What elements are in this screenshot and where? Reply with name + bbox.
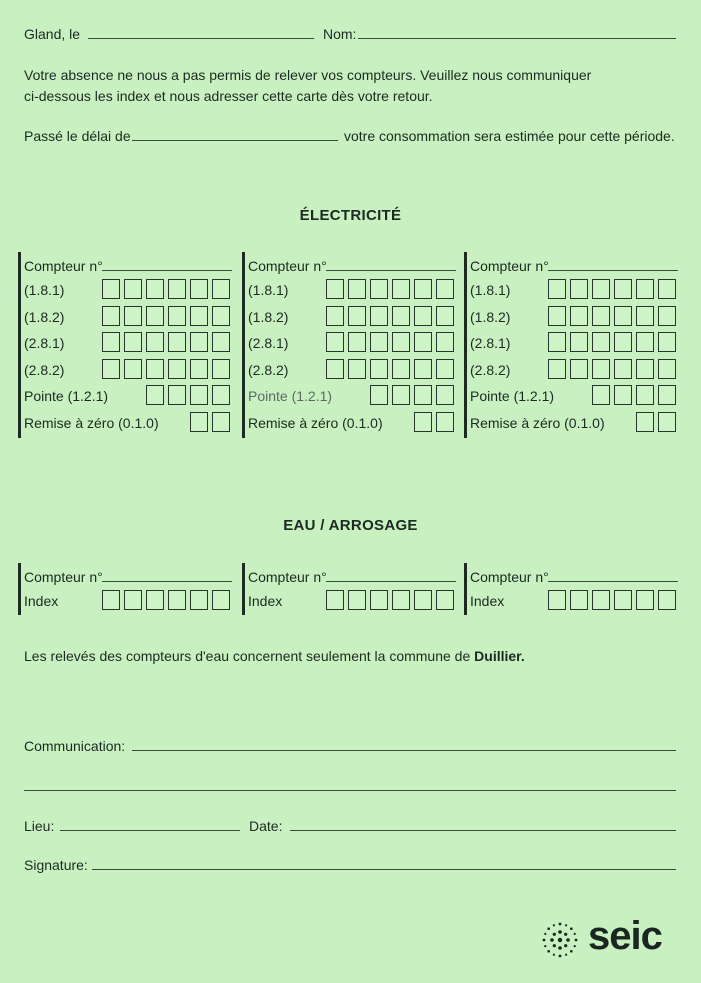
water-meter-block (464, 563, 678, 615)
digit-boxes (102, 332, 230, 352)
digit-boxes (326, 359, 454, 379)
block-bar (242, 252, 245, 438)
digit-box[interactable] (636, 279, 654, 299)
delay-field[interactable] (132, 140, 338, 141)
digit-box[interactable] (414, 332, 432, 352)
digit-box[interactable] (658, 359, 676, 379)
communication-field[interactable] (132, 750, 676, 751)
block-bar (464, 252, 467, 438)
digit-boxes (326, 332, 454, 352)
communication-label: Communication: (24, 738, 126, 754)
digit-box[interactable] (190, 279, 208, 299)
digit-boxes (548, 359, 676, 379)
digit-boxes (326, 306, 454, 326)
digit-box[interactable] (102, 590, 120, 610)
digit-box[interactable] (212, 332, 230, 352)
electricity-meter-block (242, 252, 456, 438)
water-meter-block (18, 563, 232, 615)
meter-row (248, 385, 456, 407)
digit-box[interactable] (636, 332, 654, 352)
digit-box[interactable] (212, 306, 230, 326)
water-title: EAU / ARROSAGE (283, 517, 418, 534)
digit-boxes (548, 306, 676, 326)
meter-row-label: (2.8.1) (248, 335, 289, 351)
meter-row (24, 279, 232, 301)
meter-row-label: (2.8.1) (470, 335, 511, 351)
counter-number-field[interactable] (548, 581, 678, 582)
digit-boxes (326, 590, 454, 610)
digit-box[interactable] (190, 412, 208, 432)
meter-row (248, 279, 456, 301)
meter-row-label: (1.8.2) (24, 308, 65, 325)
counter-number-label: Compteur n° (248, 258, 327, 274)
digit-box[interactable] (370, 332, 388, 352)
counter-number (24, 256, 232, 276)
digit-box[interactable] (212, 590, 230, 610)
digit-boxes (326, 279, 454, 299)
meter-row-label: Pointe (1.2.1) (24, 388, 109, 404)
digit-box[interactable] (414, 306, 432, 326)
meter-row-label: (2.8.2) (248, 361, 289, 378)
digit-box[interactable] (614, 279, 632, 299)
meter-row-label: (1.8.1) (24, 282, 65, 298)
digit-box[interactable] (326, 332, 344, 352)
intro-line-2: ci-dessous les index et nous adresser cette carte dès votre retour. (24, 88, 433, 104)
counter-number-field[interactable] (548, 270, 678, 271)
digit-box[interactable] (614, 385, 632, 405)
digit-box[interactable] (212, 412, 230, 432)
meter-row (248, 412, 456, 434)
digit-box[interactable] (658, 279, 676, 299)
counter-number (470, 567, 678, 587)
meter-row-label: (1.8.2) (248, 308, 289, 325)
water-note-commune: Duillier. (474, 648, 525, 664)
counter-number (470, 256, 678, 276)
counter-number-label: Compteur n° (470, 258, 549, 274)
digit-box[interactable] (370, 306, 388, 326)
meter-row-label: (2.8.2) (24, 361, 65, 378)
digit-box[interactable] (146, 332, 164, 352)
digit-box[interactable] (658, 590, 676, 610)
digit-boxes (190, 412, 230, 432)
lieu-label: Lieu: (24, 818, 55, 834)
meter-row (470, 332, 678, 354)
index-label: Index (470, 593, 505, 609)
digit-box[interactable] (370, 279, 388, 299)
seic-logo-text: seic (588, 914, 662, 958)
digit-box[interactable] (436, 306, 454, 326)
digit-box[interactable] (124, 359, 142, 379)
digit-box[interactable] (326, 359, 344, 379)
digit-box[interactable] (348, 332, 366, 352)
digit-box[interactable] (190, 306, 208, 326)
meter-row (248, 359, 456, 381)
digit-box[interactable] (392, 590, 410, 610)
digit-box[interactable] (436, 359, 454, 379)
digit-box[interactable] (592, 359, 610, 379)
digit-box[interactable] (348, 306, 366, 326)
digit-box[interactable] (592, 385, 610, 405)
digit-box[interactable] (548, 306, 566, 326)
intro-line-1: Votre absence ne nous a pas permis de relever vos compteurs. Veuillez nous communiquer (24, 67, 592, 83)
digit-box[interactable] (548, 279, 566, 299)
digit-box[interactable] (124, 306, 142, 326)
delay-prefix: Passé le délai de (24, 128, 131, 144)
digit-box[interactable] (146, 385, 164, 405)
digit-box[interactable] (146, 590, 164, 610)
meter-row-label: (2.8.2) (470, 361, 511, 378)
counter-number-field[interactable] (326, 270, 456, 271)
meter-row (470, 412, 678, 434)
digit-box[interactable] (190, 385, 208, 405)
digit-box[interactable] (570, 359, 588, 379)
digit-box[interactable] (436, 412, 454, 432)
digit-box[interactable] (102, 279, 120, 299)
digit-box[interactable] (168, 279, 186, 299)
meter-row (24, 359, 232, 381)
meter-row-label: Pointe (1.2.1) (248, 388, 333, 404)
digit-boxes (102, 590, 230, 610)
digit-box[interactable] (436, 332, 454, 352)
meter-row-label: (2.8.1) (24, 335, 65, 351)
digit-box[interactable] (658, 332, 676, 352)
digit-boxes (548, 279, 676, 299)
digit-box[interactable] (636, 385, 654, 405)
digit-box[interactable] (348, 359, 366, 379)
digit-box[interactable] (592, 306, 610, 326)
digit-box[interactable] (326, 306, 344, 326)
signature-field[interactable] (92, 869, 676, 870)
place-date-field[interactable] (88, 38, 314, 39)
place-date-label: Gland, le (24, 26, 81, 42)
counter-number (248, 256, 456, 276)
digit-box[interactable] (392, 332, 410, 352)
digit-box[interactable] (436, 590, 454, 610)
meter-row (248, 306, 456, 328)
digit-box[interactable] (124, 590, 142, 610)
meter-row (24, 332, 232, 354)
digit-box[interactable] (212, 385, 230, 405)
digit-boxes (102, 306, 230, 326)
digit-box[interactable] (392, 359, 410, 379)
digit-box[interactable] (414, 279, 432, 299)
index-label: Index (248, 593, 283, 609)
date-label: Date: (249, 818, 283, 834)
digit-box[interactable] (548, 590, 566, 610)
digit-box[interactable] (348, 279, 366, 299)
index-row (470, 590, 678, 612)
digit-box[interactable] (102, 359, 120, 379)
digit-box[interactable] (636, 359, 654, 379)
digit-boxes (102, 279, 230, 299)
counter-number-field[interactable] (102, 270, 232, 271)
counter-number-field[interactable] (326, 581, 456, 582)
digit-boxes (548, 332, 676, 352)
block-bar (18, 563, 21, 615)
digit-box[interactable] (570, 306, 588, 326)
digit-box[interactable] (168, 359, 186, 379)
digit-box[interactable] (326, 590, 344, 610)
meter-row (248, 332, 456, 354)
digit-box[interactable] (392, 279, 410, 299)
meter-row (470, 306, 678, 328)
digit-box[interactable] (414, 590, 432, 610)
digit-box[interactable] (658, 385, 676, 405)
seic-logo-icon (538, 918, 582, 962)
digit-boxes (414, 412, 454, 432)
digit-boxes (370, 385, 454, 405)
digit-box[interactable] (370, 359, 388, 379)
digit-box[interactable] (392, 385, 410, 405)
meter-row-label: (1.8.1) (248, 282, 289, 298)
delay-suffix: votre consommation sera estimée pour cette période. (344, 128, 675, 144)
date-field[interactable] (290, 830, 676, 831)
counter-number-label: Compteur n° (248, 569, 327, 585)
digit-box[interactable] (146, 359, 164, 379)
lieu-field[interactable] (60, 830, 240, 831)
meter-row (470, 359, 678, 381)
meter-row (24, 385, 232, 407)
digit-box[interactable] (614, 306, 632, 326)
digit-box[interactable] (570, 332, 588, 352)
digit-box[interactable] (370, 590, 388, 610)
meter-row-label: Pointe (1.2.1) (470, 388, 555, 404)
digit-box[interactable] (190, 590, 208, 610)
block-bar (18, 252, 21, 438)
digit-box[interactable] (326, 279, 344, 299)
digit-box[interactable] (212, 359, 230, 379)
electricity-meter-block (18, 252, 232, 438)
water-meter-block (242, 563, 456, 615)
digit-box[interactable] (168, 306, 186, 326)
digit-box[interactable] (414, 412, 432, 432)
digit-boxes (592, 385, 676, 405)
meter-row-label: (1.8.2) (470, 308, 511, 325)
electricity-meter-block (464, 252, 678, 438)
meter-row (24, 306, 232, 328)
block-bar (242, 563, 245, 615)
index-row (248, 590, 456, 612)
meter-row (24, 412, 232, 434)
digit-box[interactable] (658, 306, 676, 326)
digit-box[interactable] (636, 590, 654, 610)
meter-row (470, 279, 678, 301)
water-note-text: Les relevés des compteurs d'eau concernent seulement la commune de (24, 648, 471, 664)
digit-box[interactable] (124, 279, 142, 299)
digit-box[interactable] (570, 279, 588, 299)
digit-box[interactable] (548, 332, 566, 352)
meter-row-label: (1.8.1) (470, 282, 511, 298)
digit-box[interactable] (436, 385, 454, 405)
digit-box[interactable] (168, 590, 186, 610)
digit-box[interactable] (548, 359, 566, 379)
digit-box[interactable] (614, 590, 632, 610)
electricity-title: ÉLECTRICITÉ (299, 207, 402, 224)
digit-box[interactable] (392, 306, 410, 326)
counter-number (248, 567, 456, 587)
meter-row-label: Remise à zéro (0.1.0) (470, 414, 605, 431)
counter-number-label: Compteur n° (470, 569, 549, 585)
digit-box[interactable] (190, 332, 208, 352)
meter-row-label: Remise à zéro (0.1.0) (248, 414, 383, 431)
counter-number-label: Compteur n° (24, 569, 103, 585)
digit-boxes (102, 359, 230, 379)
digit-box[interactable] (146, 306, 164, 326)
name-label: Nom: (323, 26, 357, 42)
digit-box[interactable] (370, 385, 388, 405)
digit-box[interactable] (592, 279, 610, 299)
index-row (24, 590, 232, 612)
counter-number-label: Compteur n° (24, 258, 103, 274)
seic-logo (538, 914, 680, 962)
digit-box[interactable] (636, 412, 654, 432)
counter-number (24, 567, 232, 587)
digit-box[interactable] (614, 332, 632, 352)
digit-box[interactable] (168, 385, 186, 405)
meter-row (470, 385, 678, 407)
digit-box[interactable] (124, 332, 142, 352)
name-field[interactable] (358, 38, 676, 39)
digit-box[interactable] (348, 590, 366, 610)
digit-box[interactable] (414, 385, 432, 405)
digit-boxes (636, 412, 676, 432)
digit-box[interactable] (168, 332, 186, 352)
digit-box[interactable] (146, 279, 164, 299)
block-bar (464, 563, 467, 615)
counter-number-field[interactable] (102, 581, 232, 582)
meter-row-label: Remise à zéro (0.1.0) (24, 414, 159, 431)
digit-boxes (146, 385, 230, 405)
digit-box[interactable] (436, 279, 454, 299)
digit-box[interactable] (658, 412, 676, 432)
digit-boxes (548, 590, 676, 610)
digit-box[interactable] (102, 306, 120, 326)
water-note (24, 648, 525, 664)
index-label: Index (24, 593, 59, 609)
communication-field-line-2[interactable] (24, 790, 676, 791)
digit-box[interactable] (592, 590, 610, 610)
digit-box[interactable] (614, 359, 632, 379)
digit-box[interactable] (592, 332, 610, 352)
digit-box[interactable] (414, 359, 432, 379)
digit-box[interactable] (570, 590, 588, 610)
signature-label: Signature: (24, 857, 88, 873)
digit-box[interactable] (102, 332, 120, 352)
digit-box[interactable] (190, 359, 208, 379)
digit-box[interactable] (212, 279, 230, 299)
digit-box[interactable] (636, 306, 654, 326)
